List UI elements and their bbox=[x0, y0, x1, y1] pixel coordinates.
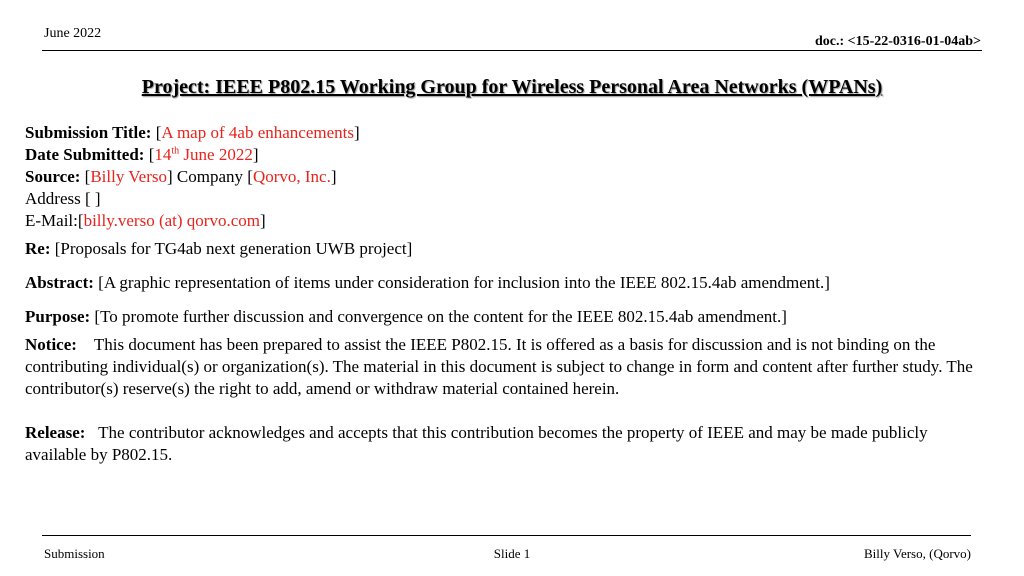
abstract-label: Abstract: bbox=[25, 273, 94, 292]
date-submitted-value bbox=[154, 145, 252, 164]
header-doc-id: doc.: <15-22-0316-01-04ab> bbox=[814, 34, 981, 49]
re-label: Re: bbox=[25, 239, 51, 258]
header-divider bbox=[42, 50, 982, 51]
company-value: Qorvo, Inc. bbox=[252, 167, 331, 186]
purpose-line bbox=[25, 306, 988, 328]
re-value: [Proposals for TG4ab next generation UWB project] bbox=[54, 239, 413, 258]
email-line: E-Mail:[billy.verso (at) qorvo.com] bbox=[25, 211, 266, 230]
submission-body bbox=[25, 122, 988, 466]
footer-slide-number: Slide 1 bbox=[493, 546, 531, 561]
company-label: Company bbox=[176, 167, 244, 186]
address-line: Address [ ] bbox=[25, 189, 101, 208]
footer-author: Billy Verso, (Qorvo) bbox=[863, 546, 971, 561]
email-value: billy.verso (at) qorvo.com bbox=[83, 211, 260, 230]
release-label: Release: bbox=[25, 423, 86, 442]
date-rest: June 2022 bbox=[179, 145, 253, 164]
re-line bbox=[25, 238, 988, 260]
source-label: Source: bbox=[25, 167, 81, 186]
date-day: 14 bbox=[154, 145, 172, 164]
release-value: The contributor acknowledges and accepts that this contribution becomes the property of IEEE and may be made publicly available by P802.15. bbox=[25, 423, 928, 464]
purpose-label: Purpose: bbox=[25, 307, 91, 326]
submission-title-value: A map of 4ab enhancements bbox=[161, 123, 354, 142]
submission-title-label: Submission Title: bbox=[25, 123, 152, 142]
submission-title-line: Submission Title: [A map of 4ab enhancements] bbox=[25, 123, 360, 142]
source-line: Source: [Billy Verso] Company [Qorvo, Inc.] bbox=[25, 167, 337, 186]
purpose-value: [To promote further discussion and convergence on the content for the IEEE 802.15.4ab amendment.] bbox=[94, 307, 787, 326]
footer-submission: Submission bbox=[44, 546, 105, 561]
source-name: Billy Verso bbox=[90, 167, 167, 186]
date-submitted-label: Date Submitted: bbox=[25, 145, 145, 164]
abstract-line bbox=[25, 272, 988, 294]
date-suffix: th bbox=[171, 145, 180, 157]
header-date: June 2022 bbox=[44, 26, 102, 41]
email-label: E-Mail: bbox=[25, 211, 78, 230]
notice-value: This document has been prepared to assist the IEEE P802.15. It is offered as a basis for discussion and is not binding on the contributing individual(s) or organization(s). The material in this document is subject to change in form and content after further study. The contributor(s) reserve(s) the right to add, amend or withdraw material contained herein. bbox=[25, 335, 973, 398]
footer-divider bbox=[42, 535, 971, 536]
notice-paragraph bbox=[25, 334, 988, 400]
release-paragraph bbox=[25, 422, 988, 466]
project-title: Project: IEEE P802.15 Working Group for Wireless Personal Area Networks (WPANs) bbox=[141, 76, 883, 98]
notice-label: Notice: bbox=[25, 335, 77, 354]
abstract-value: [A graphic representation of items under consideration for inclusion into the IEEE 802.15.4ab amendment.] bbox=[98, 273, 830, 292]
date-submitted-line: Date Submitted: [14th June 2022] bbox=[25, 145, 259, 164]
